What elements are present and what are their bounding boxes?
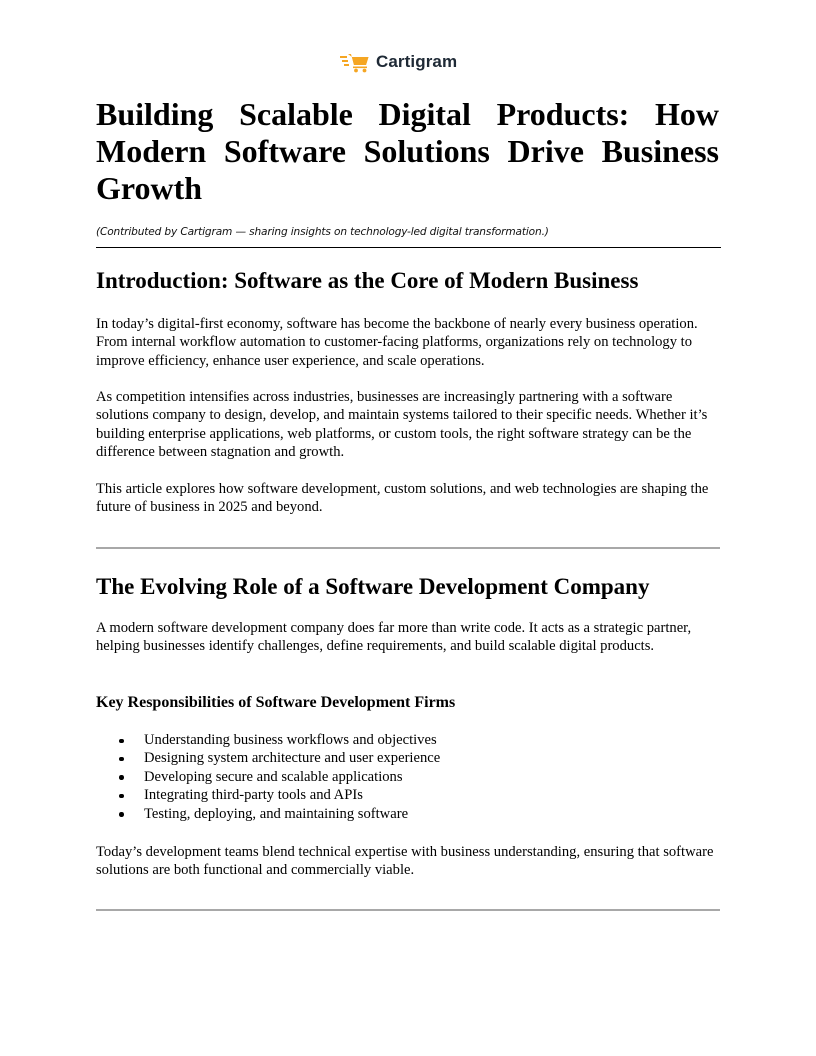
list-item-text: Designing system architecture and user experience xyxy=(144,750,441,767)
logo-wordmark: Cartigram xyxy=(376,52,458,71)
section-heading-introduction: Introduction: Software as the Core of Modern Business xyxy=(96,268,639,293)
subheading-key-responsibilities: Key Responsibilities of Software Development Firms xyxy=(96,694,456,711)
list-item-text: Testing, deploying, and maintaining software xyxy=(144,805,409,822)
evolving-paragraph-2: Today’s development teams blend technical expertise with business understanding, ensuring that software solutions are both functional and commercially viable. xyxy=(96,844,714,879)
contribution-note: (Contributed by Cartigram — sharing insights on technology-led digital transformation.) xyxy=(96,226,549,238)
list-item xyxy=(96,768,696,786)
intro-paragraph-3: This article explores how software development, custom solutions, and web technologies are shaping the future of business in 2025 and beyond. xyxy=(96,481,709,516)
responsibilities-list xyxy=(96,731,696,823)
list-item xyxy=(96,731,696,749)
title-divider xyxy=(96,247,721,248)
list-item-text: Understanding business workflows and objectives xyxy=(144,732,437,748)
bullet-icon xyxy=(119,757,124,762)
shopping-cart-icon xyxy=(340,51,370,73)
bullet-icon xyxy=(119,812,124,817)
intro-paragraph-2: As competition intensifies across industries, businesses are increasingly partnering with a software solutions company to design, develop, and maintain systems tailored to their specific needs. Whether it’s building enterprise applications, web platforms, or custom tools, the right software strategy can be the difference between stagnation and growth. xyxy=(96,389,708,461)
list-item xyxy=(96,749,696,767)
bullet-icon xyxy=(119,775,124,780)
list-item xyxy=(96,805,696,823)
section-divider xyxy=(96,547,720,549)
list-item-text: Integrating third-party tools and APIs xyxy=(144,787,363,804)
bullet-icon xyxy=(119,794,124,799)
list-item-text: Developing secure and scalable applications xyxy=(144,768,403,785)
evolving-paragraph-1: A modern software development company does far more than write code. It acts as a strategic partner, helping businesses identify challenges, define requirements, and build scalable digital products. xyxy=(96,620,692,655)
section-heading-evolving-role: The Evolving Role of a Software Development Company xyxy=(96,574,650,599)
intro-paragraph-1: In today’s digital-first economy, software has become the backbone of nearly every business operation. From internal workflow automation to customer-facing platforms, organizations rely on technology to improve efficiency, enhance user experience, and scale operations. xyxy=(96,316,698,369)
list-item xyxy=(96,786,696,804)
bullet-icon xyxy=(119,739,124,744)
cartigram-logo xyxy=(340,50,457,74)
section-divider xyxy=(96,909,720,911)
article-title: Building Scalable Digital Products: How Modern Software Solutions Drive Business Growth xyxy=(96,96,719,206)
